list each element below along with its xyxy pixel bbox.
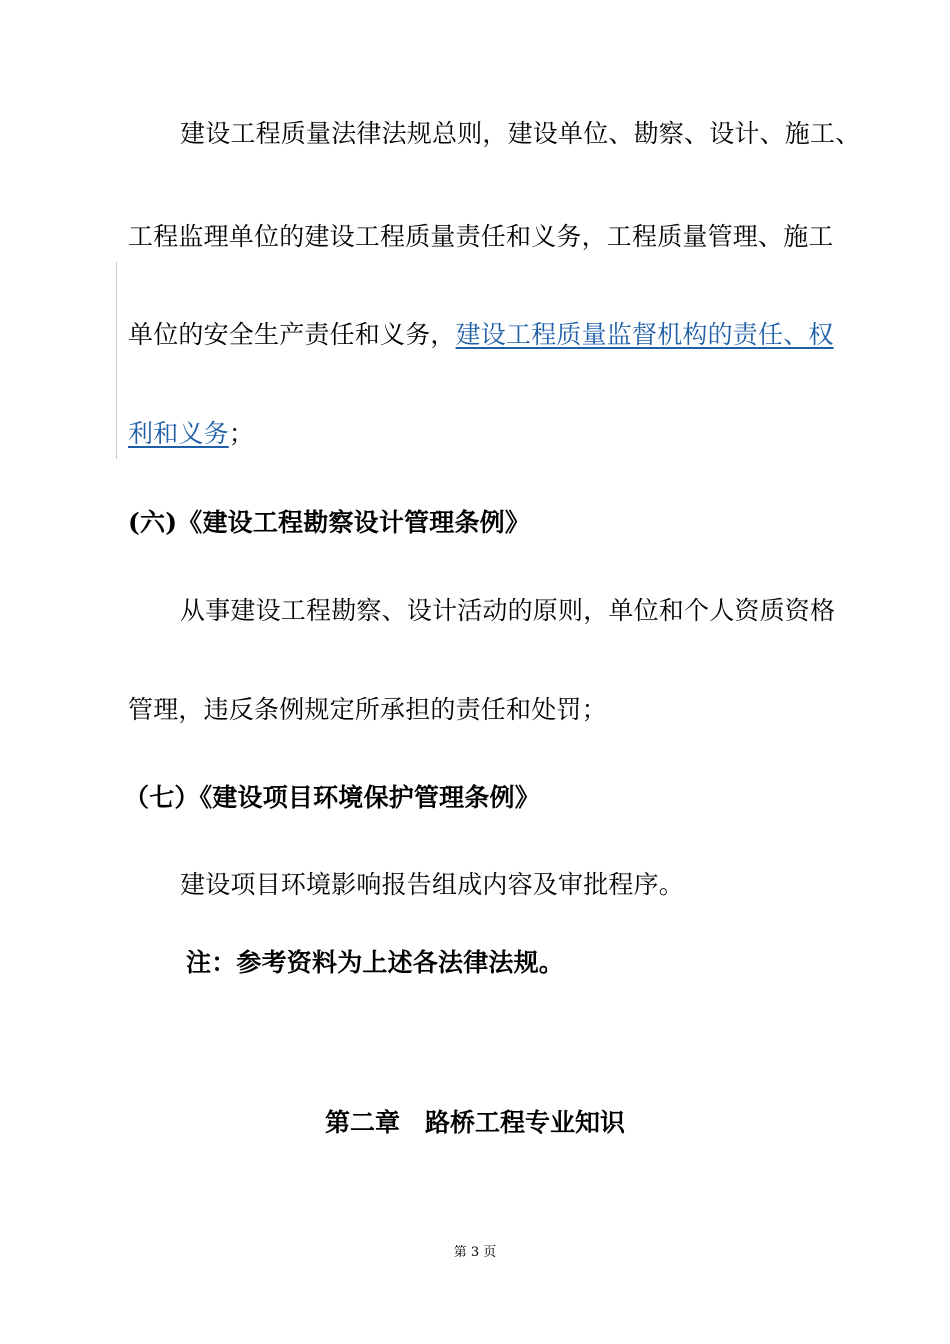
section-title-6: (六)《建设工程勘察设计管理条例》	[128, 508, 531, 537]
paragraph-text: 单位的安全生产责任和义务，	[128, 320, 456, 349]
hyperlink-supervision-agency[interactable]: 建设工程质量监督机构的责任、权	[455, 320, 834, 349]
chapter-heading: 第二章 路桥工程专业知识	[324, 1108, 625, 1137]
note-text: 注：参考资料为上述各法律法规。	[186, 948, 565, 977]
page-number: 第 3 页	[453, 1245, 497, 1260]
paragraph-line: 建设工程质量法律法规总则，建设单位、勘察、设计、施工、	[180, 119, 861, 148]
hyperlink-supervision-agency-cont[interactable]: 利和义务	[128, 419, 229, 448]
paragraph-line: 管理，违反条例规定所承担的责任和处罚；	[128, 695, 607, 724]
paragraph-line: 从事建设工程勘察、设计活动的原则，单位和个人资质资格	[180, 596, 836, 625]
section-title-7: （七）《建设项目环境保护管理条例》	[124, 783, 540, 812]
revision-margin-bar	[116, 262, 117, 459]
paragraph-punctuation: ；	[228, 419, 255, 448]
paragraph-line	[128, 318, 834, 352]
paragraph-line: 工程监理单位的建设工程质量责任和义务，工程质量管理、施工	[128, 222, 834, 251]
paragraph-line	[128, 417, 254, 451]
paragraph-line: 建设项目环境影响报告组成内容及审批程序。	[180, 870, 685, 899]
